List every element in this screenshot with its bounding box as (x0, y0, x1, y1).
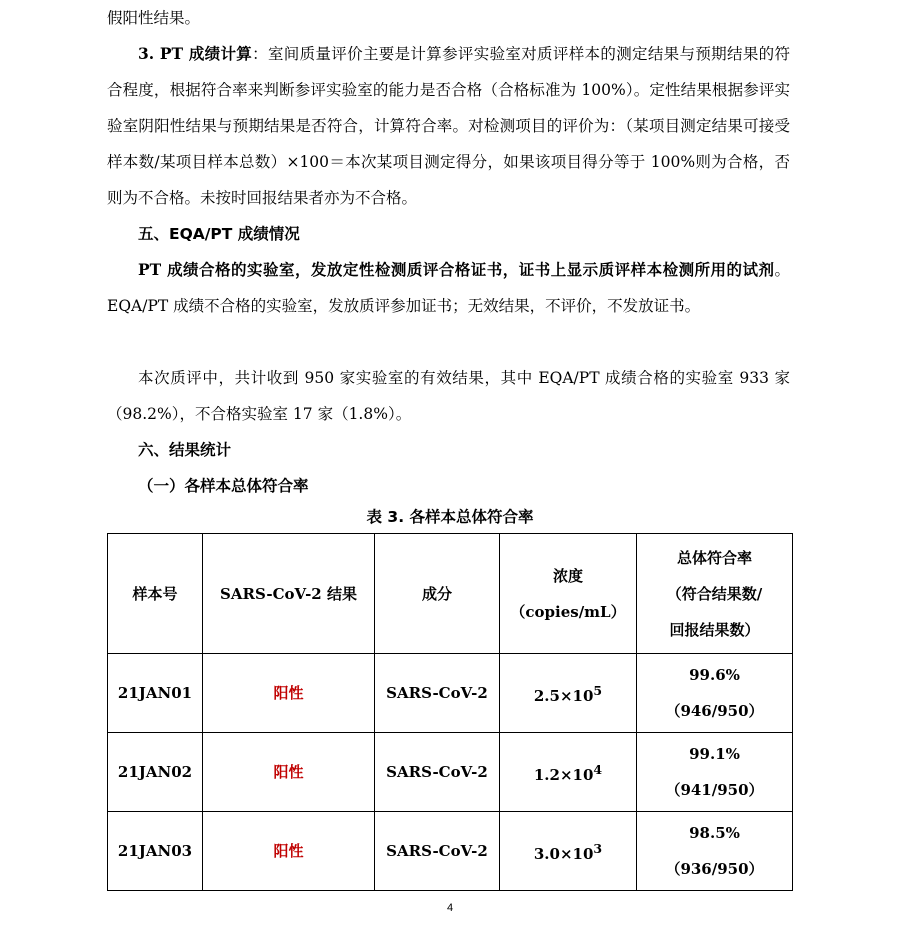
cell-component: SARS-CoV-2 (375, 733, 500, 812)
page-number: 4 (446, 902, 454, 914)
cell-rate (637, 654, 793, 733)
concentration-base: 1.2×10 (533, 765, 594, 784)
paragraph-text: 。EQA/PT 成绩不合格的实验室，发放质评参加证书；无效结果，不评价，不发放证书。 (107, 261, 790, 315)
header-rate-sub1: （符合结果数/ (666, 584, 763, 603)
cell-sample: 21JAN03 (108, 812, 203, 891)
header-rate-label: 总体符合率 (676, 548, 752, 567)
paragraph-text: 本次质评中，共计收到 950 家实验室的有效结果，其中 EQA/PT 成绩合格的实验室 933 家（98.2%），不合格实验室 17 家（1.8%）。 (107, 369, 790, 423)
paragraph-pt-score-calculation (107, 36, 790, 216)
section-heading-5: 五、EQA/PT 成绩情况 (138, 225, 300, 243)
cell-concentration (500, 733, 637, 812)
paragraph-summary (107, 360, 790, 432)
cell-rate (637, 733, 793, 812)
header-sample: 样本号 (108, 534, 203, 654)
paragraph-continuation (107, 0, 790, 36)
table-row (108, 733, 793, 812)
cell-concentration (500, 812, 637, 891)
paragraph-certificate (107, 252, 790, 324)
paragraph-bold-text: PT 成绩合格的实验室，发放定性检测质评合格证书，证书上显示质评样本检测所用的试剂 (138, 260, 775, 279)
header-rate-sub2: 回报结果数） (669, 620, 760, 639)
concentration-exponent: 4 (593, 761, 603, 777)
cell-result: 阳性 (203, 654, 375, 733)
header-rate (637, 534, 793, 654)
header-component: 成分 (375, 534, 500, 654)
header-concentration (500, 534, 637, 654)
header-concentration-unit: （copies/mL） (510, 602, 626, 621)
cell-component: SARS-CoV-2 (375, 812, 500, 891)
section-heading-6: 六、结果统计 (138, 441, 232, 459)
rate-ratio: （941/950） (665, 781, 764, 799)
rate-ratio: （936/950） (665, 860, 764, 878)
subsection-heading: （一）各样本总体符合率 (138, 477, 309, 495)
table-row (108, 812, 793, 891)
cell-rate (637, 812, 793, 891)
concentration-base: 2.5×10 (533, 686, 594, 705)
concentration-base: 3.0×10 (533, 844, 594, 863)
concentration-exponent: 3 (593, 840, 603, 856)
cell-sample: 21JAN01 (108, 654, 203, 733)
rate-percent: 99.1% (689, 745, 740, 763)
cell-concentration (500, 654, 637, 733)
paragraph-lead: 3. PT 成绩计算 (138, 44, 253, 63)
rate-ratio: （946/950） (665, 702, 764, 720)
cell-component: SARS-CoV-2 (375, 654, 500, 733)
paragraph-text: ：室间质量评价主要是计算参评实验室对质评样本的测定结果与预期结果的符合程度，根据符合率来判断参评实验室的能力是否合格（合格标准为 100%）。定性结果根据参评实验室阴阳性结果与预期结果是否符合，计算符合率。对检测项目的评价为：（某项目测定结果可接受样本数/某项目样本总数）×100＝本次某项目测定得分，如果该项目得分等于 100%则为合格，否则为不合格。未按时回报结果者亦为不合格。 (107, 45, 790, 207)
cell-result: 阳性 (203, 733, 375, 812)
paragraph-text: 假阳性结果。 (107, 9, 201, 27)
table-header-row (108, 534, 793, 654)
results-table (107, 533, 793, 891)
cell-sample: 21JAN02 (108, 733, 203, 812)
rate-percent: 98.5% (689, 824, 740, 842)
header-concentration-label: 浓度 (552, 566, 583, 585)
header-result: SARS-CoV-2 结果 (203, 534, 375, 654)
concentration-exponent: 5 (593, 682, 603, 698)
table-row (108, 654, 793, 733)
cell-result: 阳性 (203, 812, 375, 891)
table-caption: 表 3. 各样本总体符合率 (366, 508, 534, 526)
rate-percent: 99.6% (689, 666, 740, 684)
